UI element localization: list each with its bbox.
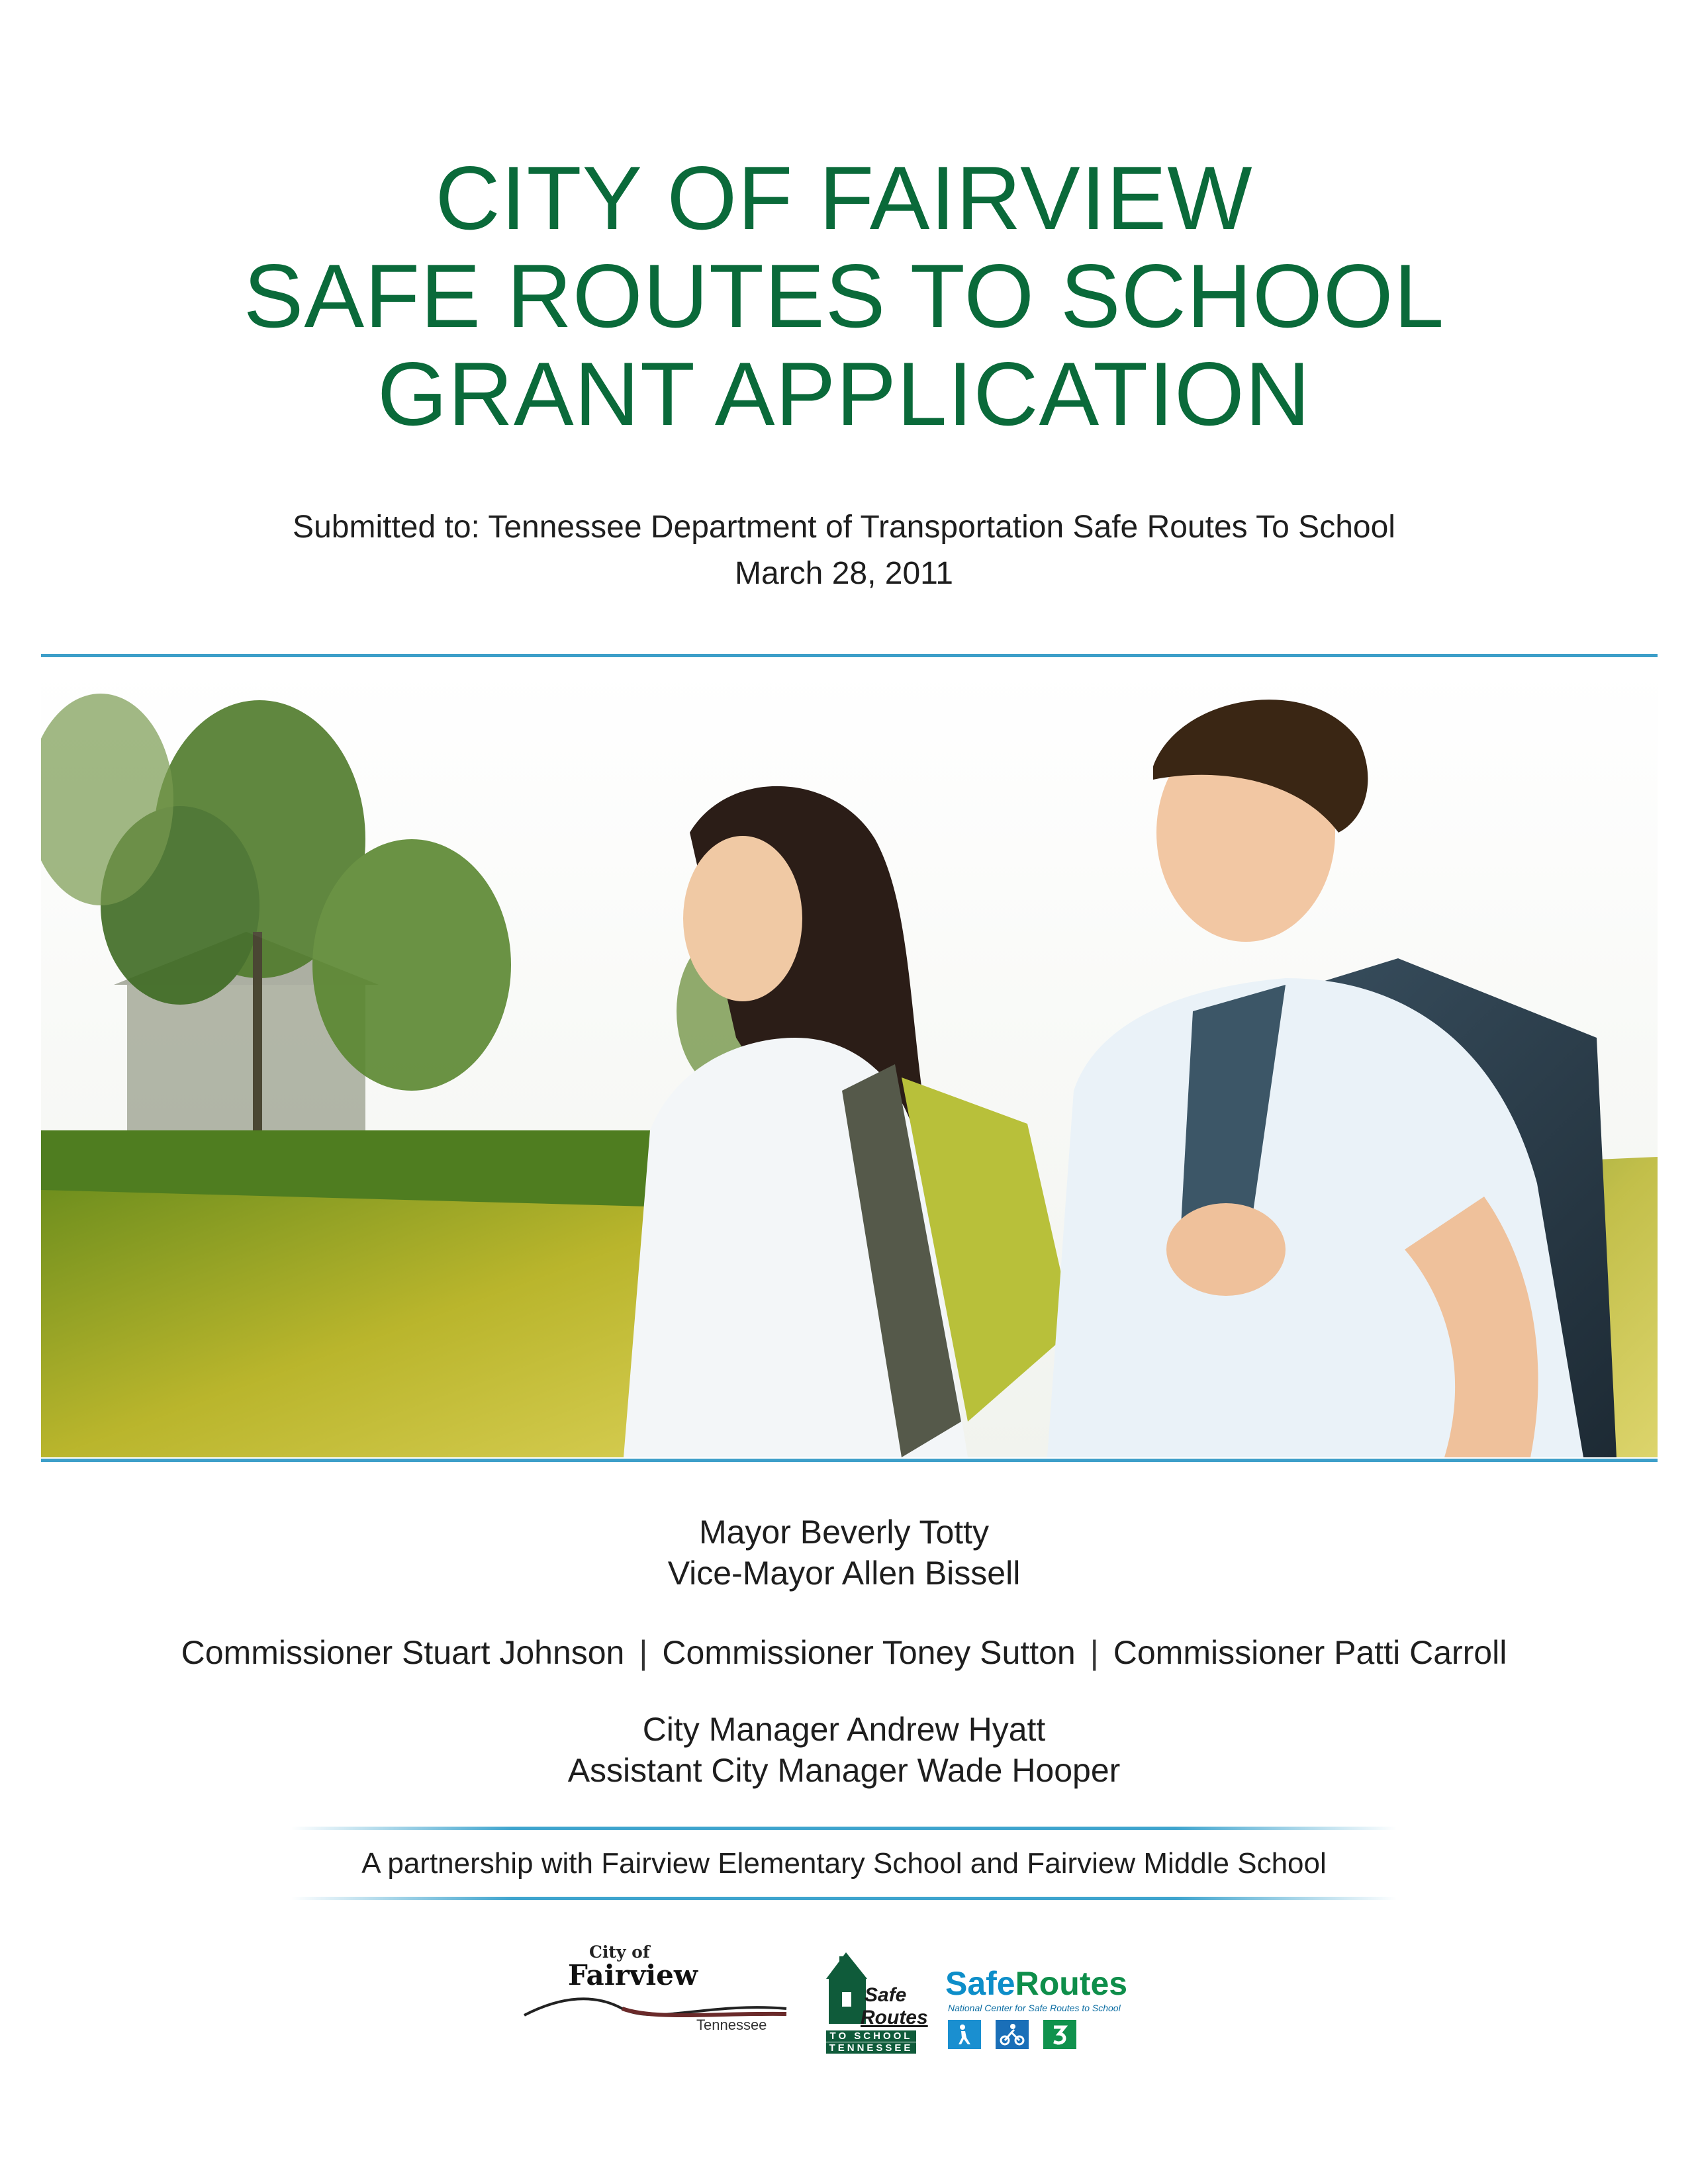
logo-safe: Safe xyxy=(865,1984,907,2006)
mayor-name: Mayor Beverly Totty xyxy=(698,1514,990,1551)
submitted-to: Submitted to: Tennessee Department of Transportation Safe Routes To School xyxy=(293,510,1395,545)
city-of-fairview-logo xyxy=(523,1942,801,2048)
partnership-top-rule xyxy=(291,1827,1397,1830)
three-icon xyxy=(1043,2020,1076,2049)
separator: | xyxy=(1090,1634,1099,1671)
saferoutes-subtitle: National Center for Safe Routes to School xyxy=(948,2003,1121,2013)
logo-to-school: TO SCHOOL xyxy=(826,2030,916,2042)
document-title xyxy=(0,149,1688,443)
national-saferoutes-logo xyxy=(945,1964,1128,2050)
logo-city-of: City of xyxy=(589,1942,650,1962)
bike-icon xyxy=(996,2020,1029,2049)
assistant-city-manager-name: Assistant City Manager Wade Hooper xyxy=(567,1752,1121,1789)
commissioner-2: Commissioner Toney Sutton xyxy=(662,1634,1076,1671)
partnership-bottom-rule xyxy=(291,1897,1397,1900)
photo-bottom-rule xyxy=(41,1459,1658,1462)
commissioners-line xyxy=(0,1632,1688,1673)
vice-mayor-name: Vice-Mayor Allen Bissell xyxy=(667,1555,1021,1592)
saferoutes-wordmark: SafeRoutes xyxy=(945,1965,1128,2002)
photo-top-rule xyxy=(41,654,1658,657)
city-manager-name: City Manager Andrew Hyatt xyxy=(642,1711,1046,1748)
submission-date: March 28, 2011 xyxy=(735,556,953,591)
logo-tennessee: Tennessee xyxy=(696,2017,767,2033)
safe-routes-tennessee-logo xyxy=(806,1946,928,2054)
submission-info xyxy=(0,504,1688,597)
cover-photo xyxy=(41,667,1658,1457)
title-line-3: GRANT APPLICATION xyxy=(377,343,1311,444)
mayor-block xyxy=(0,1512,1688,1594)
logo-routes: Routes xyxy=(861,2007,928,2028)
commissioner-1: Commissioner Stuart Johnson xyxy=(181,1634,625,1671)
logo-tennessee-band: TENNESSEE xyxy=(826,2042,916,2054)
title-line-1: CITY OF FAIRVIEW xyxy=(435,148,1253,248)
walk-icon xyxy=(948,2020,981,2049)
partnership-text: A partnership with Fairview Elementary School and Fairview Middle School xyxy=(361,1847,1327,1880)
logo-fairview-word: Fairview xyxy=(568,1959,698,1991)
managers-block xyxy=(0,1709,1688,1791)
separator: | xyxy=(639,1634,648,1671)
commissioner-3: Commissioner Patti Carroll xyxy=(1113,1634,1507,1671)
title-line-2: SAFE ROUTES TO SCHOOL xyxy=(243,246,1445,346)
